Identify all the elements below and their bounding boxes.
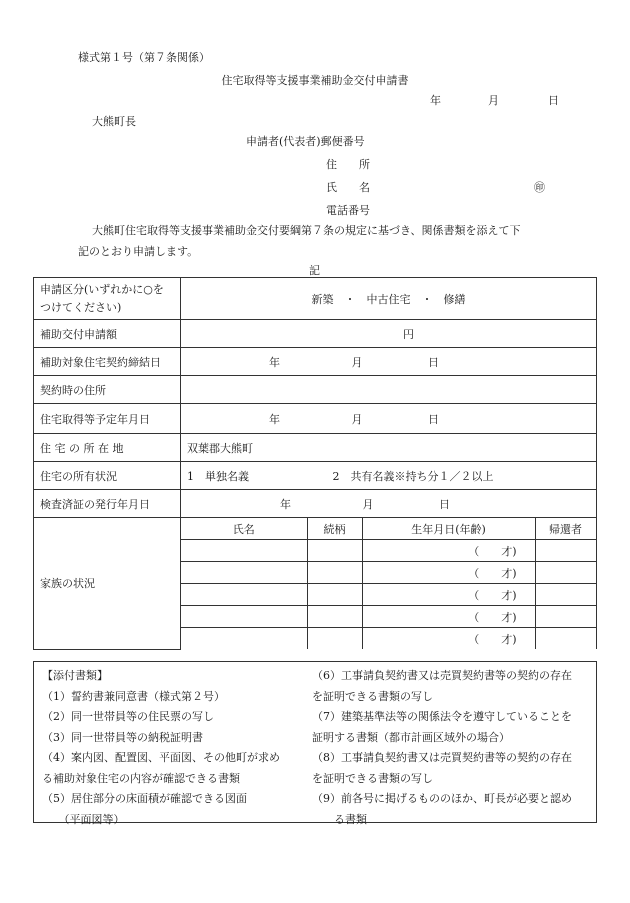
table-row	[34, 434, 597, 462]
application-table	[33, 277, 597, 650]
body-line-2: 記のとおり申請します。	[78, 245, 199, 258]
table-row	[34, 278, 597, 320]
family-header-returnee: 帰還者	[535, 518, 596, 540]
row-label: 契約時の住所	[34, 376, 181, 404]
family-age-input[interactable]: （ 才)	[362, 628, 535, 650]
acquisition-date-field[interactable]: 年 月 日	[181, 404, 597, 434]
family-relation-input[interactable]	[307, 562, 362, 584]
body-line-1: 大熊町住宅取得等支援事業補助金交付要綱第７条の規定に基づき、関係書類を添えて下	[92, 224, 521, 237]
family-age-input[interactable]: （ 才)	[362, 606, 535, 628]
attachment-item: を証明できる書類の写し	[312, 771, 433, 785]
family-row	[181, 584, 596, 606]
applicant-phone-label: 電話番号	[326, 204, 370, 217]
attachment-item: 証明する書類（都市計画区域外の場合）	[312, 730, 510, 744]
family-returnee-input[interactable]	[535, 584, 596, 606]
seal-mark: ㊞	[534, 181, 545, 194]
contract-address-field[interactable]	[181, 376, 597, 404]
family-returnee-input[interactable]	[535, 540, 596, 562]
attachment-item: （7）建築基準法等の関係法令を遵守していることを	[312, 710, 572, 723]
table-row	[34, 518, 597, 650]
family-label: 家族の状況	[34, 518, 181, 650]
form-number: 様式第１号（第７条関係）	[78, 51, 210, 64]
ki-heading: 記	[309, 264, 320, 277]
attachment-item: （3）同一世帯員等の納税証明書	[42, 730, 203, 744]
family-header-birth: 生年月日(年齢)	[362, 518, 535, 540]
family-row	[181, 562, 596, 584]
applicant-postal-label: 申請者(代表者)郵便番号	[246, 135, 365, 148]
attachment-item: （2）同一世帯員等の住民票の写し	[42, 710, 214, 723]
row-label: 住宅取得等予定年月日	[34, 404, 181, 434]
row-label: 申請区分(いずれかに○を つけてください)	[34, 278, 181, 320]
location-field[interactable]: 双葉郡大熊町	[181, 434, 597, 462]
family-relation-input[interactable]	[307, 540, 362, 562]
attachment-item: （5）居住部分の床面積が確認できる図面	[42, 792, 247, 805]
date-day: 日	[548, 94, 559, 107]
family-returnee-input[interactable]	[535, 562, 596, 584]
attachments-left	[42, 666, 280, 830]
amount-field[interactable]: 円	[181, 320, 597, 348]
ownership-field[interactable]: 1 単独名義 2 共有名義※持ち分１／２以上	[181, 462, 597, 490]
family-name-input[interactable]	[181, 606, 307, 628]
date-year: 年	[430, 94, 441, 107]
family-relation-input[interactable]	[307, 606, 362, 628]
family-name-input[interactable]	[181, 540, 307, 562]
family-age-input[interactable]: （ 才)	[362, 562, 535, 584]
family-name-input[interactable]	[181, 628, 307, 650]
applicant-name-label: 氏 名	[326, 181, 370, 194]
attachments-right	[312, 666, 572, 830]
page-title: 住宅取得等支援事業補助金交付申請書	[221, 74, 409, 87]
application-category-field[interactable]: 新築 ・ 中古住宅 ・ 修繕	[181, 278, 597, 320]
row-label: 住宅の所有状況	[34, 462, 181, 490]
family-relation-input[interactable]	[307, 584, 362, 606]
inspection-date-field[interactable]: 年 月 日	[181, 490, 597, 518]
attachment-item: （9）前各号に掲げるもののほか、町長が必要と認め	[312, 792, 572, 805]
family-table-cell	[181, 518, 597, 650]
attachment-item: る補助対象住宅の内容が確認できる書類	[42, 771, 240, 785]
family-relation-input[interactable]	[307, 628, 362, 650]
family-returnee-input[interactable]	[535, 628, 596, 650]
row-label: 検査済証の発行年月日	[34, 490, 181, 518]
family-age-input[interactable]: （ 才)	[362, 540, 535, 562]
table-row	[34, 462, 597, 490]
family-age-input[interactable]: （ 才)	[362, 584, 535, 606]
row-label: 住 宅 の 所 在 地	[34, 434, 181, 462]
attachment-item: （8）工事請負契約書又は売買契約書等の契約の存在	[312, 751, 572, 764]
table-row	[34, 404, 597, 434]
table-row	[34, 490, 597, 518]
family-table	[181, 518, 597, 649]
row-label: 補助対象住宅契約締結日	[34, 348, 181, 376]
contract-date-field[interactable]: 年 月 日	[181, 348, 597, 376]
attachment-item: （6）工事請負契約書又は売買契約書等の契約の存在	[312, 669, 572, 682]
addressee: 大熊町長	[92, 115, 136, 128]
attachment-item: を証明できる書類の写し	[312, 689, 433, 703]
attachments-box	[33, 661, 597, 826]
date-month: 月	[488, 94, 499, 107]
attachments-title: 【添付書類】	[42, 669, 108, 682]
attachment-item: る書類	[312, 812, 367, 826]
attachment-item: （4）案内図、配置図、平面図、その他町が求め	[42, 751, 280, 764]
attachment-item: （1）誓約書兼同意書（様式第２号）	[42, 689, 225, 703]
family-name-input[interactable]	[181, 584, 307, 606]
row-label: 補助交付申請額	[34, 320, 181, 348]
table-row	[34, 320, 597, 348]
applicant-address-label: 住 所	[326, 158, 370, 171]
family-row	[181, 628, 596, 650]
family-returnee-input[interactable]	[535, 606, 596, 628]
attachment-item: （平面図等）	[42, 812, 125, 826]
family-name-input[interactable]	[181, 562, 307, 584]
family-row	[181, 540, 596, 562]
table-row	[34, 348, 597, 376]
table-row	[34, 376, 597, 404]
family-row	[181, 606, 596, 628]
family-header-name: 氏名	[181, 518, 307, 540]
family-header-relation: 続柄	[307, 518, 362, 540]
